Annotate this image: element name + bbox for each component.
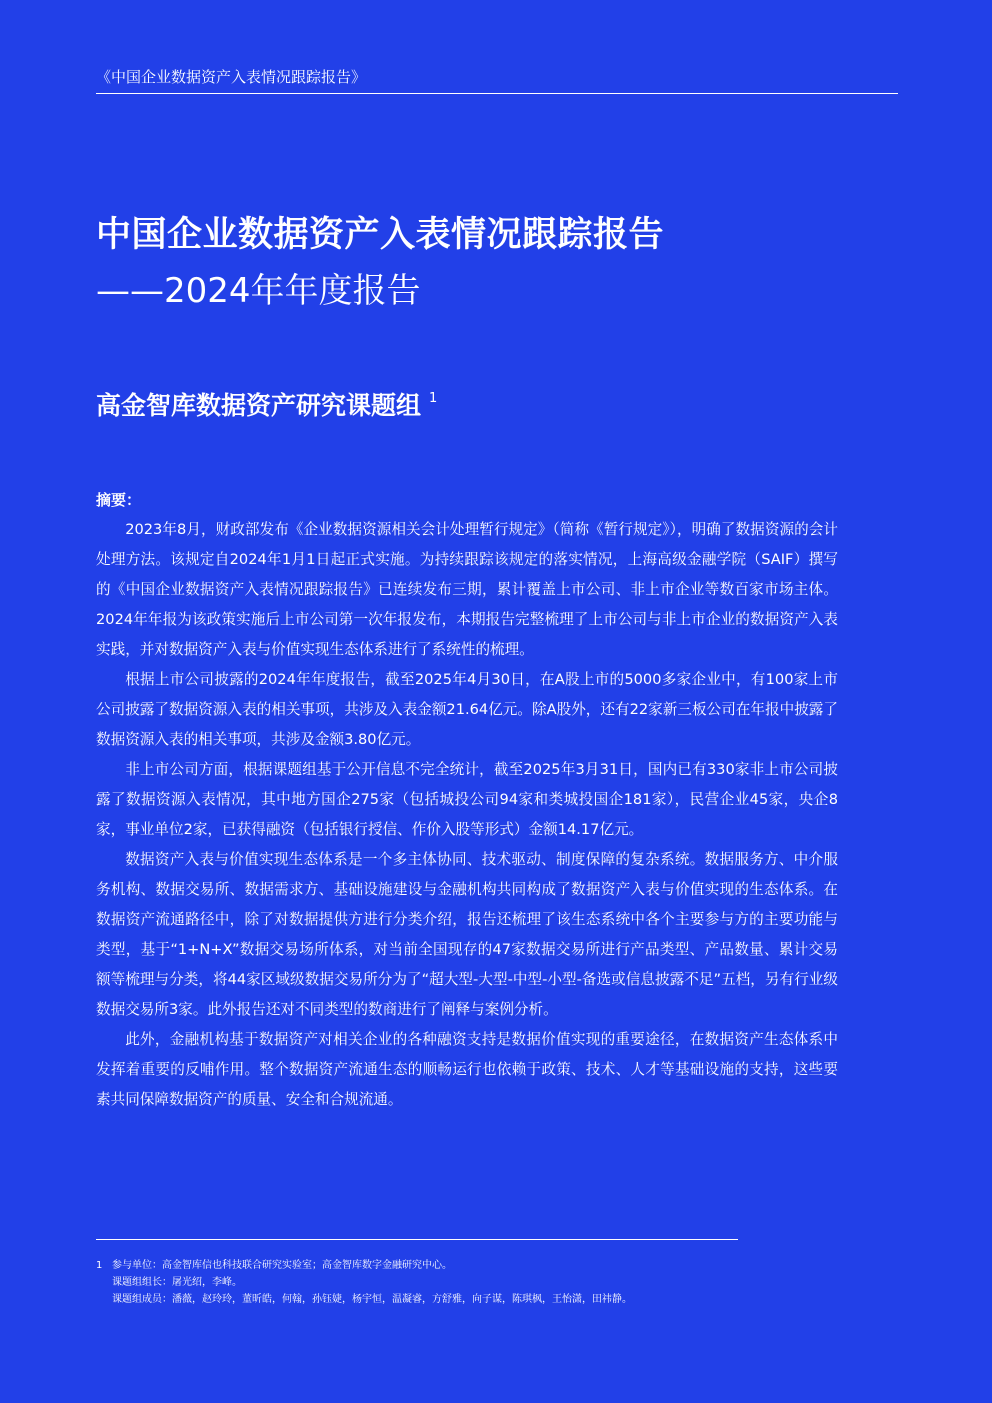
abstract-label: 摘要： (96, 491, 142, 509)
footnote-marker[interactable]: 1 (429, 391, 438, 406)
page-subtitle: ——2024年年度报告 (96, 271, 421, 311)
abstract-paragraph: 非上市公司方面，根据课题组基于公开信息不完全统计，截至2025年3月31日，国内已有330家非上市公司披露了数据资源入表情况，其中地方国企275家（包括城投公司94家和类城投国企181家），民营企业45家，央企8家，事业单位2家，已获得融资（包括银行授信、作价入股等形式）金额14.17亿元。 (96, 761, 838, 838)
footnote-divider (96, 1239, 738, 1240)
footnote-text: 课题组组长：屠光绍，李峰。 (112, 1277, 242, 1288)
abstract-body (96, 515, 838, 1115)
abstract-paragraph: 2023年8月，财政部发布《企业数据资源相关会计处理暂行规定》（简称《暂行规定》），明确了数据资源的会计处理方法。该规定自2024年1月1日起正式实施。为持续跟踪该规定的落实情况，上海高级金融学院（SAIF）撰写的《中国企业数据资产入表情况跟踪报告》已连续发布三期，累计覆盖上市公司、非上市企业等数百家市场主体。2024年年报为该政策实施后上市公司第一次年报发布，本期报告完整梳理了上市公司与非上市企业的数据资产入表实践，并对数据资产入表与价值实现生态体系进行了系统性的梳理。 (96, 521, 838, 658)
running-header: 《中国企业数据资产入表情况跟踪报告》 (96, 66, 898, 94)
footnote-text: 参与单位：高金智库信也科技联合研究实验室；高金智库数字金融研究中心。 (112, 1260, 452, 1271)
footnote-number: 1 (96, 1260, 103, 1271)
abstract-paragraph: 此外，金融机构基于数据资产对相关企业的各种融资支持是数据价值实现的重要途径，在数据资产生态体系中发挥着重要的反哺作用。整个数据资产流通生态的顺畅运行也依赖于政策、技术、人才等基础设施的支持，这些要素共同保障数据资产的质量、安全和合规流通。 (96, 1031, 838, 1108)
abstract-paragraph: 数据资产入表与价值实现生态体系是一个多主体协同、技术驱动、制度保障的复杂系统。数据服务方、中介服务机构、数据交易所、数据需求方、基础设施建设与金融机构共同构成了数据资产入表与价值实现的生态体系。在数据资产流通路径中，除了对数据提供方进行分类介绍，报告还梳理了该生态系统中各个主要参与方的主要功能与类型，基于“1+N+X”数据交易场所体系，对当前全国现存的47家数据交易所进行产品类型、产品数量、累计交易额等梳理与分类，将44家区域级数据交易所分为了“超大型-大型-中型-小型-备选或信息披露不足”五档，另有行业级数据交易所3家。此外报告还对不同类型的数商进行了阐释与案例分析。 (96, 851, 838, 1018)
footnote-line (96, 1257, 896, 1274)
abstract-paragraph: 根据上市公司披露的2024年年度报告，截至2025年4月30日，在A股上市的5000多家企业中，有100家上市公司披露了数据资源入表的相关事项，共涉及入表金额21.64亿元。除A股外，还有22家新三板公司在年报中披露了数据资源入表的相关事项，共涉及金额3.80亿元。 (96, 671, 838, 748)
footnote-line (96, 1274, 896, 1291)
author-name: 高金智库数据资产研究课题组 (96, 391, 422, 420)
page-title: 中国企业数据资产入表情况跟踪报告 (96, 215, 665, 255)
footnote-text: 课题组成员：潘薇，赵玲玲，董昕皓，何翰，孙钰婕，杨宇恒，温凝睿，方舒雅，向子谋，陈琪枫，王怡潇，田祎静。 (112, 1294, 632, 1305)
footnote (96, 1257, 896, 1308)
footnote-line (96, 1291, 896, 1308)
author-group (96, 381, 437, 424)
